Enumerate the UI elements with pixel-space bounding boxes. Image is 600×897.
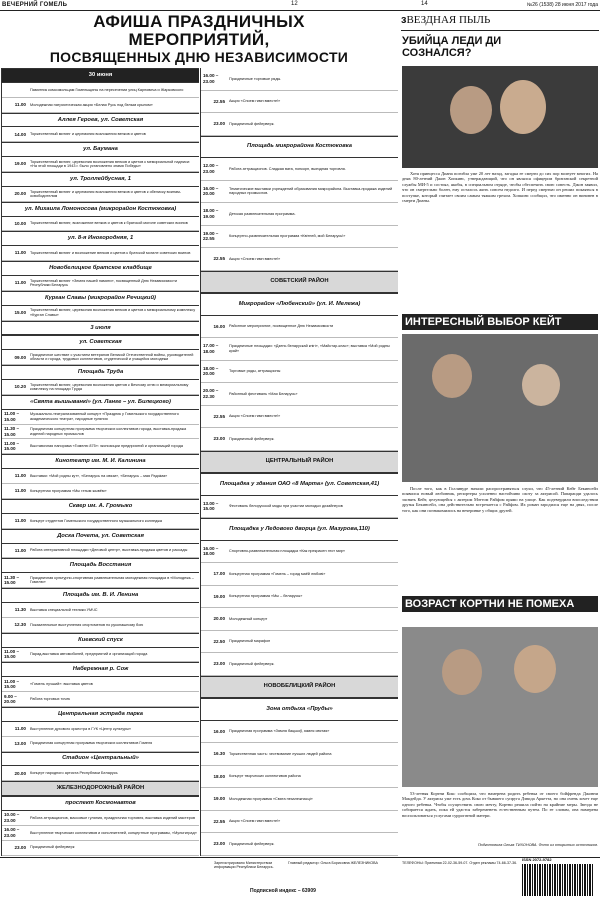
schedule-row: [2, 350, 199, 365]
event-description: Праздничная культурно-спортивная развлекательная молодежная площадка в «Молодежь – Гомелю»: [30, 575, 194, 585]
section-band: Курган Славы (микрорайон Речицкий): [2, 291, 199, 306]
event-description: Торжественный митинг, церемония возложения венков и цветов к мемориальной надписи: «На этой площади в 1943 г. было установлено знамя Победы»: [30, 159, 191, 169]
event-time: 18.00 – 20.00: [203, 365, 219, 377]
schedule-row: [2, 677, 199, 692]
event-time: 11.00 – 15.00: [4, 678, 20, 690]
section-band: Кинотеатр им. М. И. Калинина: [2, 454, 199, 469]
event-time: 22.55: [213, 818, 225, 824]
event-description: Праздничное шествие с участием ветеранов Великой Отечественной войны, руководителей области и города, трудовых коллективов, студенческой и учащейся молодежи: [30, 352, 194, 362]
event-description: Торжественный митинг, возложение венков и цветов к братской могиле советских воинов: [30, 221, 188, 226]
event-description: Концерт народного артиста Республики Беларусь: [30, 771, 118, 776]
event-time: 11.00: [14, 280, 26, 286]
page-number-left: 12: [291, 1, 298, 7]
event-description: Праздничный фейерверк.: [229, 661, 275, 666]
event-description: Молодежный концерт: [229, 616, 268, 621]
event-time: 11.00 – 15.00: [4, 648, 20, 660]
headline-line-2: МЕРОПРИЯТИЙ,: [128, 30, 270, 49]
schedule-row: [2, 306, 199, 321]
section-band: «Свята вышыванкі» (ул. Ланге – ул. Билецкого): [2, 395, 199, 410]
section-band: ЦЕНТРАЛЬНЫЙ РАЙОН: [201, 451, 398, 474]
schedule-row: [2, 157, 199, 172]
event-description: Выставки: «Мой родны кут», «Беларусь на связи», «Беларусь – мая Радзіма»: [30, 473, 168, 478]
footer-registration: Зарегистрировано Министерством информации Республики Беларусь.: [214, 861, 274, 870]
section-band: 30 июня: [2, 68, 199, 83]
event-description: Акция «Споем гимн вместе!»: [229, 414, 281, 419]
schedule-row: [2, 841, 199, 856]
event-description: Парад-выставка автомобилей, предприятий и организаций города: [30, 652, 148, 657]
schedule-row: [201, 113, 398, 136]
section-band: НОВОБЕЛИЦКИЙ РАЙОН: [201, 676, 398, 699]
section-band: Сквер им. А. Громыко: [2, 499, 199, 514]
section-band: Стадион «Центральный»: [2, 752, 199, 767]
event-time: 16.00 – 23.00: [4, 827, 20, 838]
event-description: Торжественный митинг, церемония возложения венков и цветов к мемориальному комплексу «Курган Славы»: [30, 308, 196, 317]
schedule-row: [2, 648, 199, 663]
event-description: Фестиваль белорусской моды при участии молодых дизайнеров: [229, 504, 343, 509]
schedule-row: [2, 98, 199, 113]
schedule-row: [201, 586, 398, 609]
event-description: Торговые ряды, аттракционы: [229, 369, 281, 374]
event-time: 14.00: [14, 131, 26, 137]
section-band: проспект Космонавтов: [2, 796, 199, 811]
event-time: 11.30 – 15.00: [4, 426, 20, 437]
event-description: Работа аттракционов. Сладкая вата, попкорн, выездная торговля.: [229, 166, 346, 171]
event-time: 18.00: [213, 773, 225, 779]
event-description: Праздничный фейерверк.: [229, 436, 275, 441]
event-description: Выставочная панорама «Гомелю 875»: экспозиции предприятий и организаций города: [30, 444, 183, 449]
event-time: 23.00: [14, 844, 26, 850]
event-description: Детская развлекательная программа.: [229, 211, 296, 216]
event-description: Концерт студентов Гомельского государственного музыкального колледжа: [30, 518, 162, 523]
event-time: 11.00: [14, 101, 26, 107]
event-description: Концертная программа «Мы гэтым жывём»: [30, 488, 107, 493]
schedule-row: [2, 276, 199, 291]
schedule-row: [201, 91, 398, 114]
event-time: 18.00 – 19.00: [203, 208, 219, 219]
section-band: ул. Михаила Ломоносова (микрорайон Костюковка): [2, 202, 199, 217]
schedule-row: [201, 361, 398, 384]
schedule-row: [201, 248, 398, 271]
event-time: 22.55: [213, 98, 225, 104]
event-description: Торжественный митинг «Земля нашей памяти», посвященный Дню Независимости Республики Беларусь: [30, 278, 177, 287]
schedule-row: [2, 722, 199, 737]
event-description: Акция «Споем гимн вместе!»: [229, 256, 281, 261]
schedule-row: [2, 127, 199, 142]
event-time: 19.00: [213, 796, 225, 801]
section-band: Набережная р. Сож: [2, 662, 199, 677]
paper-name: ВЕЧЕРНИЙ ГОМЕЛЬ: [2, 2, 68, 8]
event-description: Молодежная патриотическая акция «Белая Русь под белым крылом»: [30, 102, 153, 107]
page-number-right: 14: [421, 1, 428, 7]
schedule-row: [201, 496, 398, 519]
schedule-row: [2, 514, 199, 529]
event-time: [2, 83, 28, 97]
schedule-row: [201, 833, 398, 856]
schedule-row: [2, 618, 199, 633]
event-time: 11.00 – 15.00: [4, 411, 20, 422]
event-time: 11.00: [14, 473, 26, 479]
schedule-row: [2, 766, 199, 781]
event-description: Праздничный фейерверк: [30, 845, 75, 850]
event-description: Праздничный марафон: [229, 639, 271, 644]
middle-schedule-table: [200, 68, 398, 856]
footer-subscription-index: Подписной индекс – 63909: [250, 888, 316, 894]
event-description: Районный фестиваль «Мая Беларусь»: [229, 391, 298, 396]
event-description: Молодежная программа «Свята незалежнасці»: [229, 796, 313, 801]
section-band: Центральная эстрада парка: [2, 707, 199, 722]
event-description: Работа аттракционов, массовые гуляния, праздничная торговля, выставка изделий мастеров: [30, 815, 195, 820]
schedule-row: [2, 484, 199, 499]
kate-photo: [402, 334, 598, 482]
schedule-row: [201, 316, 398, 339]
section-band: СОВЕТСКИЙ РАЙОН: [201, 271, 398, 294]
schedule-row: [2, 826, 199, 841]
schedule-row: [2, 439, 199, 454]
event-time: 11.00: [14, 488, 26, 494]
schedule-row: [201, 811, 398, 834]
event-description: Торжественный митинг и церемония возложения венков и цветов: [30, 132, 146, 137]
page-header: [0, 0, 600, 11]
schedule-row: [201, 788, 398, 811]
schedule-row: [2, 410, 199, 425]
schedule-row: [201, 158, 398, 181]
event-description: Выступление творческих коллективов и исполнителей, концертные программы, «Мультиград»: [30, 830, 197, 835]
section-band: ул. Советская: [2, 335, 199, 350]
schedule-row: [2, 187, 199, 202]
event-time: 16.00: [213, 323, 225, 329]
event-time: 23.00: [213, 436, 225, 441]
event-description: Праздничная концертная программа творческих коллективов города, выставка-продажа изделий народных промыслов: [30, 427, 187, 436]
schedule-row: [2, 425, 199, 440]
section-band: ул. Баумана: [2, 142, 199, 157]
schedule-row: [201, 181, 398, 204]
event-description: Праздничная концертная программа творческих коллективов Гомеля: [30, 741, 153, 746]
article-3-title: ВОЗРАСТ КОРТНИ НЕ ПОМЕХА: [402, 596, 598, 612]
event-description: Показательные выступления спортсменов по рукопашному бою: [30, 622, 144, 627]
diana-photo: [402, 66, 598, 168]
article-2-title: ИНТЕРЕСНЫЙ ВЫБОР КЕЙТ: [402, 314, 598, 330]
event-description: Акция «Споем гимн вместе!»: [229, 99, 281, 104]
event-time: 20.00 – 22.30: [203, 388, 219, 399]
schedule-row: [2, 380, 199, 395]
section-band: Площадь микрорайона Костюковка: [201, 136, 398, 159]
event-description: Спортивно-развлекательная площадка «Как прекрасен этот мир»: [229, 549, 346, 554]
schedule-row: [2, 469, 199, 484]
event-time: 11.30: [14, 607, 26, 613]
event-time: 16.00: [213, 728, 225, 734]
event-description: Концертно-развлекательная программа «Квітней, мой Беларусь!»: [229, 234, 346, 239]
schedule-row: [2, 246, 199, 261]
event-time: 13.00: [14, 740, 26, 746]
issue-info: №26 (1538) 28 июня 2017 года: [526, 2, 598, 8]
event-time: 19.00: [213, 593, 225, 599]
section-band: Площадь Труда: [2, 365, 199, 380]
event-description: Работа торговых точек: [30, 696, 71, 701]
schedule-row: [201, 766, 398, 789]
photo-credit: Подготовила Ольга ТИХОНОВА. Фото из открытых источников.: [477, 843, 598, 847]
event-time: 16.00 – 23.00: [203, 73, 219, 84]
event-time: 19.00 – 22.55: [203, 230, 219, 242]
event-description: Торжественный митинг и возложение венков и цветов к братской могиле советских воинов: [30, 251, 191, 256]
event-time: 11.30 – 15.00: [4, 574, 20, 586]
event-description: Районное мероприятие, посвященное Дню Независимости: [229, 324, 334, 329]
section-band: Микрорайон «Любенский» (ул. И. Мележа): [201, 293, 398, 316]
section-band: Площадь им. В. И. Ленина: [2, 588, 199, 603]
section-band: ул. Троллейбусная, 1: [2, 172, 199, 187]
event-description: Праздничные торговые ряды.: [229, 76, 282, 81]
event-time: 10.20: [14, 384, 26, 390]
left-schedule-table: [1, 68, 199, 856]
event-time: 20.00: [14, 770, 26, 776]
section-band: Аллея Героев, ул. Советская: [2, 113, 199, 128]
schedule-row: [2, 811, 199, 826]
event-time: 11.00: [14, 250, 26, 256]
event-description: Праздничный фейерверк.: [229, 121, 275, 126]
schedule-row: [201, 541, 398, 564]
section-band: 3 июля: [2, 321, 199, 336]
schedule-row: [2, 603, 199, 618]
schedule-row: [201, 226, 398, 249]
schedule-row: [201, 203, 398, 226]
event-time: 22.50: [213, 638, 225, 644]
event-description: Торжественный митинг и церемония возложения венков и цветов к обелиску воинам-освободителям: [30, 189, 181, 198]
courteney-photo: [402, 627, 598, 787]
footer-issn: ISSN 2072-9782: [522, 857, 552, 862]
event-time: 19.00: [14, 161, 26, 167]
event-time: 17.00: [213, 571, 225, 576]
headline-line-3: ПОСВЯЩЕННЫХ ДНЮ НЕЗАВИСИМОСТИ: [49, 49, 349, 65]
event-time: 23.00: [213, 841, 225, 846]
event-description: Концертная программа «Мы – беларусы»: [229, 594, 303, 599]
section-band: Площадка у здания ОАО «8 Марта» (ул. Советская,41): [201, 473, 398, 496]
page-headline: [0, 13, 398, 66]
event-description: Работа интерактивной площадки «Деловой центр», выставка-продажа цветов и рассады: [30, 548, 188, 553]
event-time: 15.00: [14, 309, 26, 315]
event-description: Концертная программа «Гомель – горад маёй любові»: [229, 571, 326, 576]
article-1-title: УБИЙЦА ЛЕДИ ДИ СОЗНАЛСЯ?: [402, 35, 502, 59]
schedule-row: [201, 68, 398, 91]
schedule-row: [201, 563, 398, 586]
rubric-title: зВЕЗДНАЯ ПЫЛЬ: [401, 14, 491, 26]
event-time: 11.00: [14, 725, 26, 731]
section-band: Киевский спуск: [2, 633, 199, 648]
schedule-row: [2, 692, 199, 707]
event-time: 17.00 – 18.00: [203, 343, 219, 354]
event-time: 16.00 – 18.00: [203, 545, 219, 557]
section-band: Площадь Восстания: [2, 558, 199, 573]
section-band: Доска Почета, ул. Советская: [2, 529, 199, 544]
event-description: «Гомель лучший»: выставка цветов: [30, 682, 93, 687]
event-time: 9.00 – 20.00: [4, 693, 17, 705]
event-description: Памятник комсомольцам Гомельщины на пересечении улиц Карповича и Жарковского: [30, 87, 184, 92]
event-time: 13.00 – 15.00: [203, 500, 219, 512]
schedule-row: [201, 721, 398, 744]
event-time: 16.30: [213, 751, 225, 756]
article-2-text: После того, как в Голливуде начали распространяться слухи, что 45-летний Кейт Бекинсейл появился новый любовник, репортеры усиленно настойчиво охоту за актрисой. Папарацци удалось заснять Кейт, целующейся с актером Мэттом Райфом прямо на улице. Как подтвердили впоследствии друзья Бекинсейл, она действительно встречается с Райфом. Их роман зародился еще на днях, после того, как они познакомились на вечеринке у общих друзей.: [402, 486, 598, 513]
schedule-row: [201, 743, 398, 766]
event-time: 10.00: [14, 220, 26, 226]
schedule-row: [201, 383, 398, 406]
event-time: 23.00: [213, 121, 225, 126]
event-description: Акция «Споем гимн вместе!»: [229, 819, 281, 824]
schedule-row: [2, 544, 199, 559]
event-description: Праздничный фейерверк.: [229, 841, 275, 846]
event-time: 11.00: [14, 547, 26, 553]
event-description: Торжественная часть: чествование лучших людей района: [229, 751, 332, 756]
event-time: 20.00: [14, 191, 26, 197]
schedule-row: [201, 653, 398, 676]
event-time: 22.55: [213, 256, 225, 261]
event-time: 22.55: [213, 413, 225, 419]
section-band: ЖЕЛЕЗНОДОРОЖНЫЙ РАЙОН: [2, 781, 199, 796]
schedule-row: [2, 217, 199, 232]
event-description: Праздничная программа «Зямля бацькоў, зямля святая»: [229, 729, 330, 734]
rubric-divider: [401, 30, 599, 31]
schedule-row: [2, 737, 199, 752]
schedule-row: [2, 573, 199, 588]
section-band: ул. 8-я Иногородняя, 1: [2, 231, 199, 246]
event-description: Музыкально-театрализованный концерт «Праздник у Гомельского государственного академического театра», народные гуляния: [30, 412, 179, 421]
event-time: 12.30: [14, 621, 26, 627]
article-3-text: 53-летняя Кортни Кокс сообщила, что намерена родить ребенка от своего бойфренда Джонни Макдейда. У актрисы уже есть дочь Коко от бывшего супруга Дэвида Аркетта, но она очень хочет еще одного ребенка. Чтобы осуществить свою мечту, Кортни решила пойти на крайние меры. Звезда не собирается ждать, пока ей удастся забеременеть естественным путем. По ее словам, она намерена воспользоваться услугами суррогатной матери.: [402, 791, 598, 818]
event-description: Праздничные площадки: «Дзень беларускай кнігі», «Майстар-клас»; выставка «Мой родны край»: [229, 344, 390, 353]
event-time: 12.00 – 23.00: [203, 163, 219, 174]
event-description: Торжественный митинг, церемония возложения цветов к Вечному огню и мемориальному комплексу на площади Труда: [30, 382, 189, 391]
event-description: Концерт творческих коллективов района: [229, 774, 301, 779]
event-time: 11.00: [14, 517, 26, 523]
schedule-row: [2, 83, 199, 98]
section-band: Зона отдыха «Пруды»: [201, 698, 398, 721]
headline-line-1: АФИША ПРАЗДНИЧНЫХ: [93, 12, 305, 31]
event-time: 20.00: [213, 616, 225, 621]
schedule-row: [201, 631, 398, 654]
event-time: 16.00 – 20.00: [203, 185, 219, 197]
section-band: Площадка у Ледового дворца (ул. Мазурова,110): [201, 518, 398, 541]
event-time: 23.00: [213, 661, 225, 666]
event-description: Выставка специальной техники УМЧС: [30, 607, 98, 612]
event-description: Тематические выставки учреждений образования микрорайона. Выставка-продажа изделий народных промыслов.: [229, 186, 393, 196]
footer-editor: Главный редактор: Ольга Борисовна ЖЕЛЕЗНИКОВА: [288, 861, 378, 865]
page-footer: [0, 857, 600, 897]
event-time: 11.00 – 15.00: [4, 440, 20, 452]
footer-phones: ТЕЛЕФОНЫ: Приемная 22-02-36-59-07. Отдел рекламы 74-66-37-36.: [402, 861, 518, 865]
schedule-row: [201, 428, 398, 451]
schedule-row: [201, 338, 398, 361]
barcode: [522, 864, 594, 896]
event-time: 10.00 – 23.00: [4, 812, 20, 823]
article-1-text: Хотя принцесса Диана погибла уже 20 лет назад, загадка ее смерти до сих пор волнует многих. На днях 80-летний Джон Хопкинс, утверждающий, что он являлся офицером британской секретной службы МИ-5 и состоял, якобы, в специальном отряде, чтобы обеспечить свою совесть. Джон заявил, что он смертельно болен, ему осталось жить совсем недолго. И перед смертью он решил покаяться в поступке, который считает своим самым тяжким грехом. Хопкинс сообщил, что именно он виновен в смерти Дианы.: [402, 171, 598, 204]
section-band: Новобелицкое братское кладбище: [2, 261, 199, 276]
schedule-row: [201, 406, 398, 429]
event-description: Выступление духового оркестра в ГУК «Центр культуры»: [30, 726, 132, 731]
schedule-row: [201, 608, 398, 631]
event-time: 09.00: [14, 354, 26, 360]
